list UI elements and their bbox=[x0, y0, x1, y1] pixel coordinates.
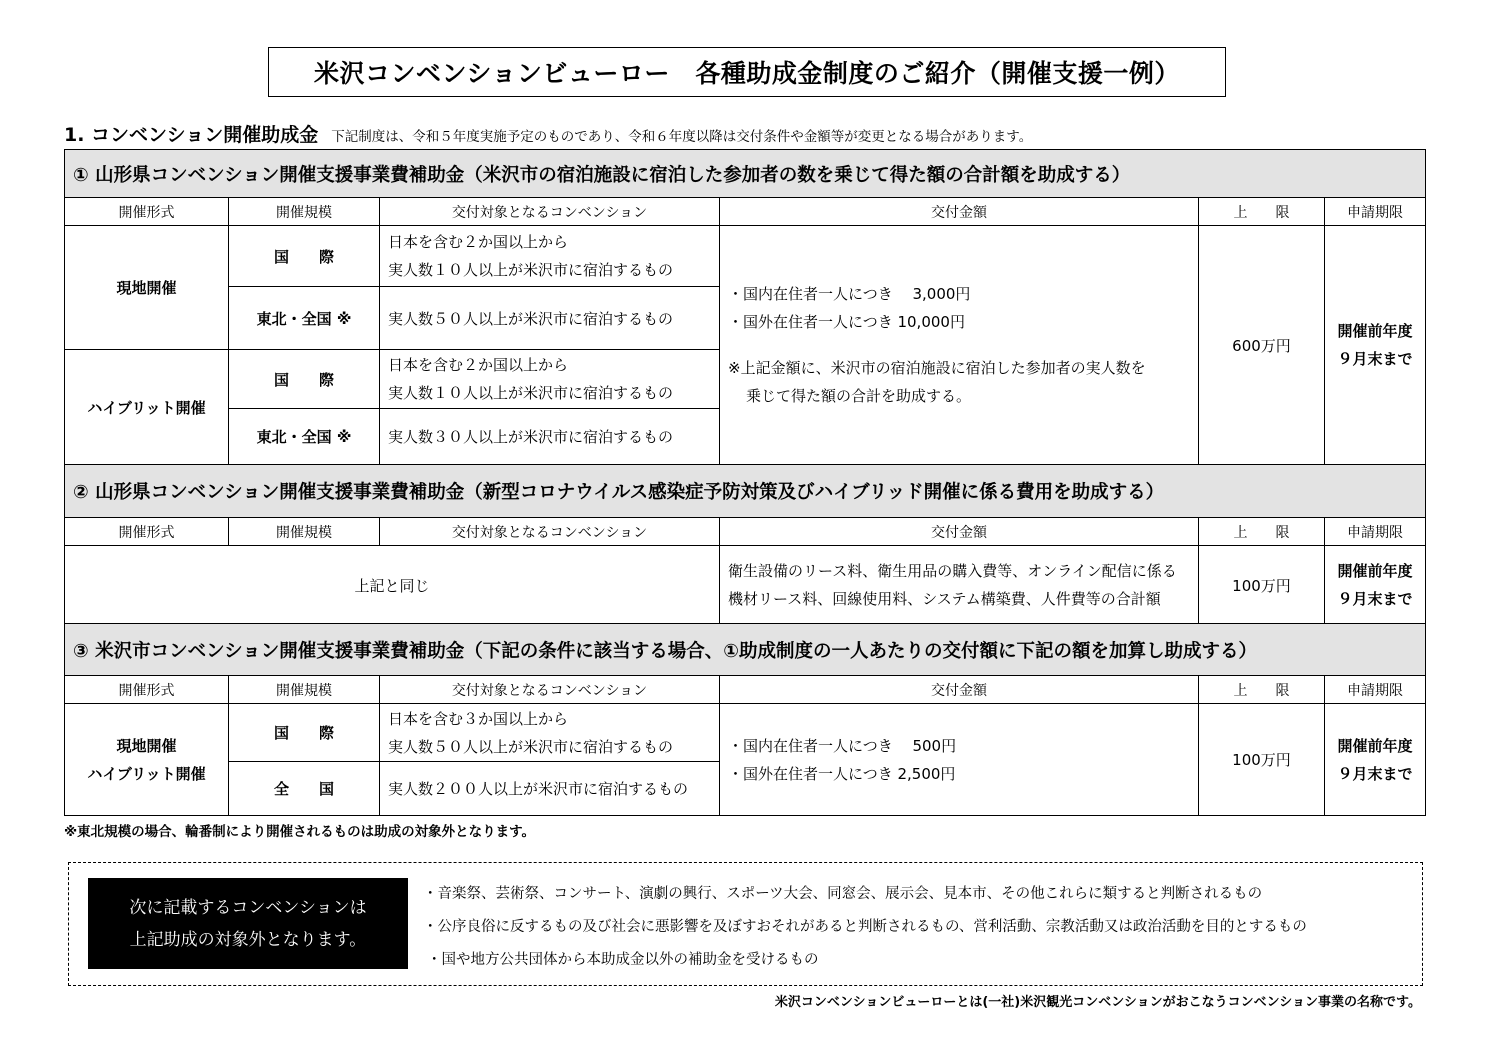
target-line: 日本を含む２か国以上から bbox=[388, 233, 569, 251]
col-limit-header: 上 限 bbox=[1199, 198, 1325, 226]
col-amount-header: 交付金額 bbox=[720, 518, 1199, 546]
exclusion-item: ・音楽祭、芸術祭、コンサート、演劇の興行、スポーツ大会、同窓会、展示会、見本市、その他これらに類すると判断されるもの bbox=[423, 886, 1263, 902]
section-heading bbox=[64, 120, 1032, 147]
amount-note: ※上記金額に、米沢市の宿泊施設に宿泊した参加者の実人数を bbox=[728, 359, 1146, 377]
scale-tohoku: 東北・全国 ※ bbox=[229, 409, 380, 465]
grant1-limit: 600万円 bbox=[1199, 226, 1325, 465]
col-deadline-header: 申請期限 bbox=[1325, 198, 1426, 226]
format-line: ハイブリット開催 bbox=[87, 764, 206, 783]
scale-intl: 国 際 bbox=[229, 226, 380, 287]
col-scale-header: 開催規模 bbox=[229, 518, 380, 546]
deadline-line: 開催前年度 bbox=[1337, 322, 1413, 340]
grant1-title: ① 山形県コンベンション開催支援事業費補助金（米沢市の宿泊施設に宿泊した参加者の数を乗じて得た額の合計額を助成する） bbox=[65, 150, 1426, 198]
amount-line: ・国内在住者一人につき 3,000円 bbox=[728, 285, 971, 303]
scale-national: 全 国 bbox=[229, 762, 380, 816]
col-limit-header: 上 限 bbox=[1199, 518, 1325, 546]
scale-intl: 国 際 bbox=[229, 350, 380, 409]
bottom-note: 米沢コンベンションビューローとは(一社)米沢観光コンベンションがおこなうコンベンション事業の名称です。 bbox=[774, 995, 1421, 1010]
grant3-deadline bbox=[1325, 704, 1426, 816]
footnote: ※東北規模の場合、輪番制により開催されるものは助成の対象外となります。 bbox=[64, 824, 536, 840]
format-line: 現地開催 bbox=[116, 736, 177, 755]
amount-line: ・国外在住者一人につき 10,000円 bbox=[728, 313, 965, 331]
grant2-limit: 100万円 bbox=[1199, 546, 1325, 625]
grant2-title: ② 山形県コンベンション開催支援事業費補助金（新型コロナウイルス感染症予防対策及びハイブリッド開催に係る費用を助成する） bbox=[65, 465, 1426, 518]
grant3-format bbox=[65, 704, 229, 816]
grant2-same: 上記と同じ bbox=[65, 546, 720, 625]
col-scale-header: 開催規模 bbox=[229, 676, 380, 704]
target-line: 日本を含む２か国以上から bbox=[388, 356, 569, 374]
grant3-table bbox=[64, 623, 1426, 816]
exclusion-label-line: 上記助成の対象外となります。 bbox=[129, 929, 367, 950]
format-hybrid: ハイブリット開催 bbox=[65, 350, 229, 465]
exclusion-list bbox=[423, 880, 1307, 979]
scale-tohoku: 東北・全国 ※ bbox=[229, 287, 380, 350]
amount-line: 衛生設備のリース料、衛生用品の購入費等、オンライン配信に係る bbox=[728, 562, 1177, 580]
grant3-amount bbox=[720, 704, 1199, 816]
deadline-line: 開催前年度 bbox=[1337, 736, 1413, 755]
col-amount-header: 交付金額 bbox=[720, 676, 1199, 704]
exclusion-label-line: 次に記載するコンベンションは bbox=[129, 897, 367, 918]
exclusion-item: ・公序良俗に反するもの及び社会に悪影響を及ぼすおそれがあると判断されるもの、営利活動、宗教活動又は政治活動を目的とするもの bbox=[423, 919, 1307, 935]
target-national: 実人数２００人以上が米沢市に宿泊するもの bbox=[380, 762, 720, 816]
section-note: 下記制度は、令和５年度実施予定のものであり、令和６年度以降は交付条件や金額等が変更となる場合があります。 bbox=[331, 129, 1033, 145]
target-intl bbox=[380, 704, 720, 762]
target-line: 実人数５０人以上が米沢市に宿泊するもの bbox=[388, 737, 674, 756]
exclusion-item: ・国や地方公共団体から本助成金以外の補助金を受けるもの bbox=[427, 952, 819, 968]
amount-line: ・国外在住者一人につき 2,500円 bbox=[728, 764, 956, 783]
col-format-header: 開催形式 bbox=[65, 676, 229, 704]
target-line: 実人数１０人以上が米沢市に宿泊するもの bbox=[388, 384, 674, 402]
col-limit-header: 上 限 bbox=[1199, 676, 1325, 704]
col-target-header: 交付対象となるコンベンション bbox=[380, 198, 720, 226]
col-target-header: 交付対象となるコンベンション bbox=[380, 518, 720, 546]
grant1-table bbox=[64, 149, 1426, 465]
format-onsite: 現地開催 bbox=[65, 226, 229, 350]
col-amount-header: 交付金額 bbox=[720, 198, 1199, 226]
target-tohoku: 実人数５０人以上が米沢市に宿泊するもの bbox=[380, 287, 720, 350]
deadline-line: ９月末まで bbox=[1337, 350, 1413, 368]
amount-line: 機材リース料、回線使用料、システム構築費、人件費等の合計額 bbox=[728, 590, 1161, 608]
target-tohoku: 実人数３０人以上が米沢市に宿泊するもの bbox=[380, 409, 720, 465]
grant3-title: ③ 米沢市コンベンション開催支援事業費補助金（下記の条件に該当する場合、①助成制度の一人あたりの交付額に下記の額を加算し助成する） bbox=[65, 624, 1426, 676]
exclusion-label bbox=[88, 878, 408, 969]
amount-line: ・国内在住者一人につき 500円 bbox=[728, 736, 957, 755]
grant2-amount bbox=[720, 546, 1199, 625]
target-line: 実人数１０人以上が米沢市に宿泊するもの bbox=[388, 261, 674, 279]
col-format-header: 開催形式 bbox=[65, 518, 229, 546]
grant2-table bbox=[64, 464, 1426, 625]
grant2-deadline bbox=[1325, 546, 1426, 625]
section-title: 1. コンベンション開催助成金 bbox=[64, 124, 319, 146]
page-title: 米沢コンベンションビューロー 各種助成金制度のご紹介（開催支援一例） bbox=[268, 47, 1226, 97]
deadline-line: 開催前年度 bbox=[1337, 562, 1413, 580]
scale-intl: 国 際 bbox=[229, 704, 380, 762]
target-intl bbox=[380, 226, 720, 287]
target-intl bbox=[380, 350, 720, 409]
target-line: 日本を含む３か国以上から bbox=[388, 709, 569, 728]
col-scale-header: 開催規模 bbox=[229, 198, 380, 226]
grant1-deadline bbox=[1325, 226, 1426, 465]
grant3-limit: 100万円 bbox=[1199, 704, 1325, 816]
col-deadline-header: 申請期限 bbox=[1325, 676, 1426, 704]
col-target-header: 交付対象となるコンベンション bbox=[380, 676, 720, 704]
col-deadline-header: 申請期限 bbox=[1325, 518, 1426, 546]
grant1-amount bbox=[720, 226, 1199, 465]
deadline-line: ９月末まで bbox=[1337, 764, 1413, 783]
amount-note: 乗じて得た額の合計を助成する。 bbox=[746, 387, 972, 405]
deadline-line: ９月末まで bbox=[1337, 590, 1413, 608]
col-format-header: 開催形式 bbox=[65, 198, 229, 226]
